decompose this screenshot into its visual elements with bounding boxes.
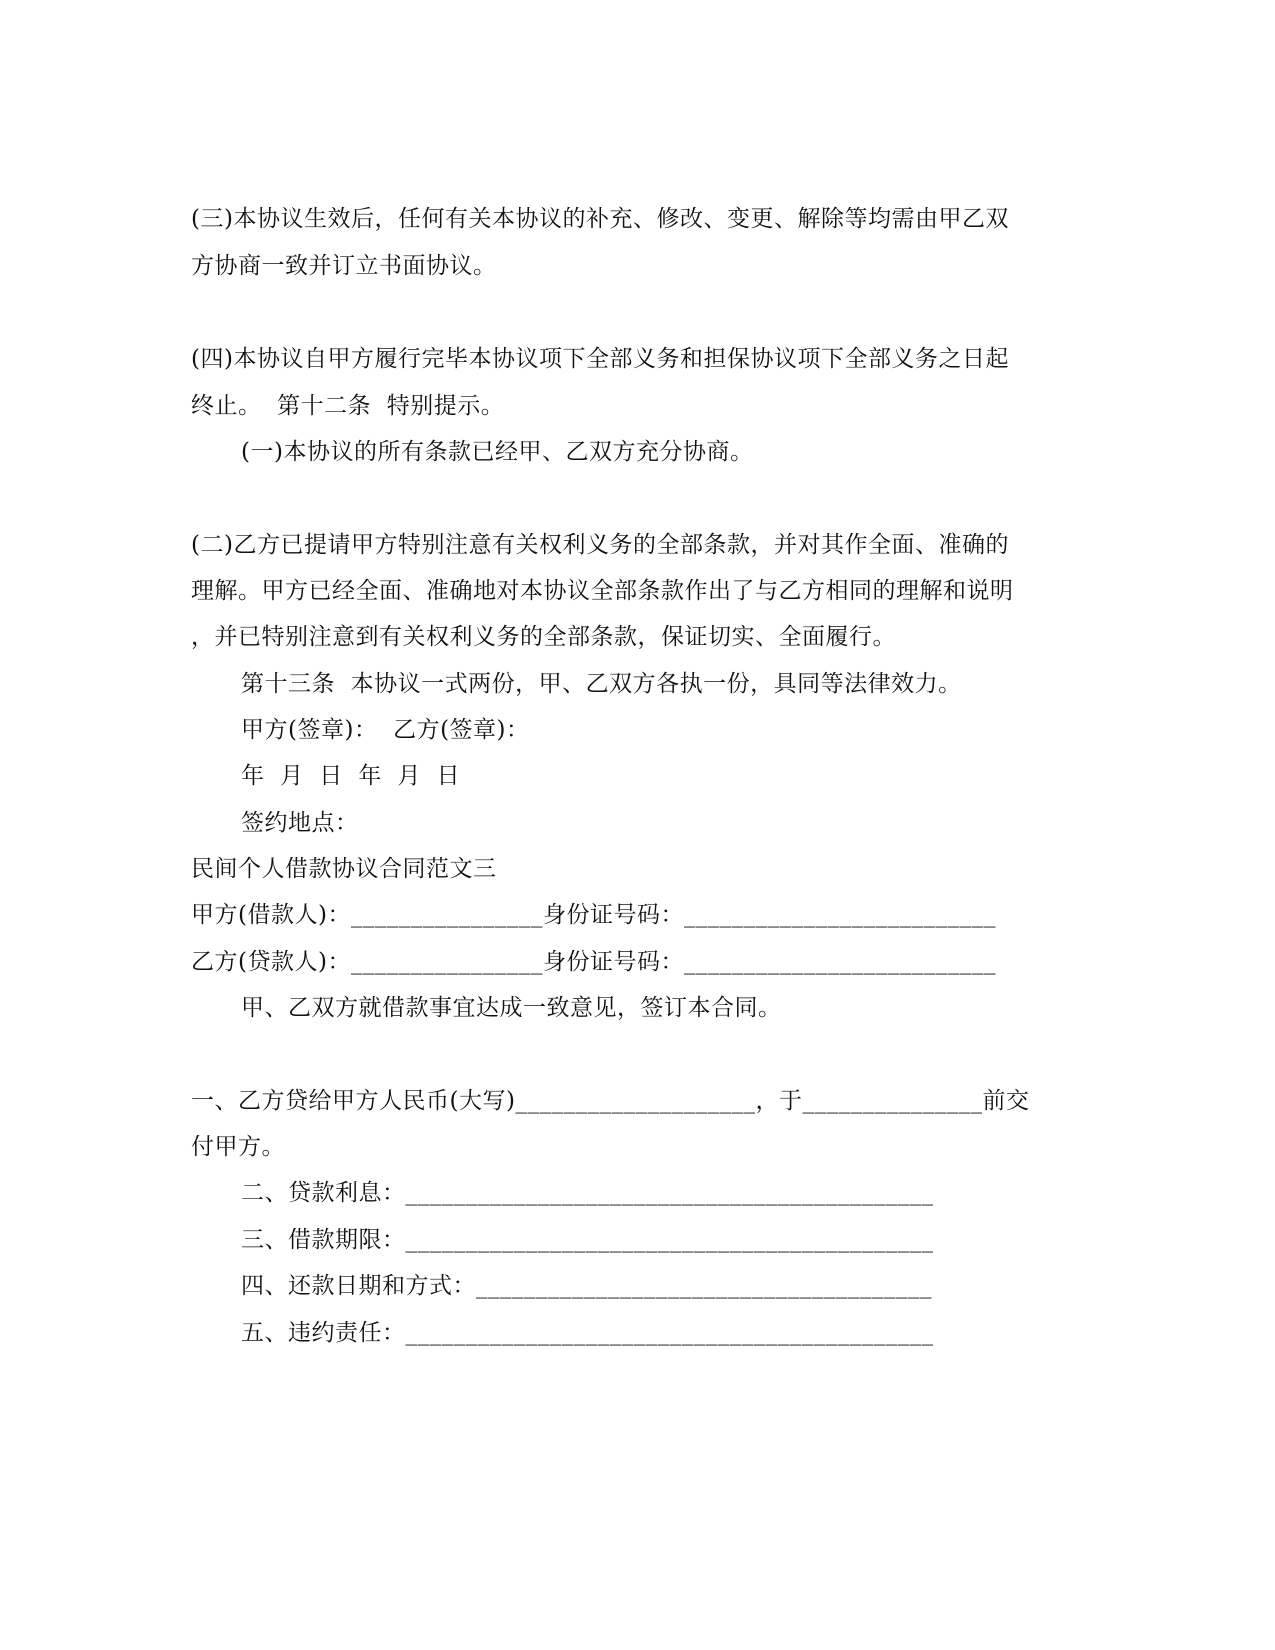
signature-line: 甲方(签章)： 乙方(签章)： bbox=[241, 717, 530, 743]
lender-field: 乙方(贷款人)：________________身份证号码：__________________________ bbox=[191, 949, 996, 975]
clause-3-line-2: 方协商一致并订立书面协议。 bbox=[191, 253, 497, 279]
clause-3-line-1: (三)本协议生效后，任何有关本协议的补充、修改、变更、解除等均需由甲乙双 bbox=[191, 206, 1009, 232]
item-4-repayment: 四、还款日期和方式：______________________________________ bbox=[241, 1273, 932, 1299]
agreement-intro: 甲、乙双方就借款事宜达成一致意见，签订本合同。 bbox=[241, 995, 782, 1021]
special-note-2-line-2: 理解。甲方已经全面、准确地对本协议全部条款作出了与乙方相同的理解和说明 bbox=[191, 578, 1014, 604]
item-5-liability: 五、违约责任：____________________________________________ bbox=[241, 1320, 934, 1346]
item-3-term: 三、借款期限：____________________________________________ bbox=[241, 1227, 934, 1253]
signing-place: 签约地点： bbox=[241, 810, 359, 836]
article-13: 第十三条 本协议一式两份，甲、乙双方各执一份，具同等法律效力。 bbox=[241, 671, 962, 697]
special-note-2-line-1: (二)乙方已提请甲方特别注意有关权利义务的全部条款，并对其作全面、准确的 bbox=[191, 532, 1009, 558]
template-title: 民间个人借款协议合同范文三 bbox=[191, 856, 497, 882]
clause-4-line-1: (四)本协议自甲方履行完毕本协议项下全部义务和担保协议项下全部义务之日起 bbox=[191, 346, 1009, 372]
clause-4-line-2: 终止。 第十二条 特别提示。 bbox=[191, 393, 505, 419]
item-1-line-1: 一、乙方贷给甲方人民币(大写)____________________，于_______________前交 bbox=[191, 1088, 1030, 1114]
date-line: 年 月 日 年 月 日 bbox=[241, 763, 461, 789]
special-note-2-line-3: ，并已特别注意到有关权利义务的全部条款，保证切实、全面履行。 bbox=[191, 624, 896, 650]
borrower-field: 甲方(借款人)：________________身份证号码：__________________________ bbox=[191, 902, 996, 928]
special-note-1: (一)本协议的所有条款已经甲、乙双方充分协商。 bbox=[241, 439, 754, 465]
item-2-interest: 二、贷款利息：____________________________________________ bbox=[241, 1180, 934, 1206]
item-1-line-2: 付甲方。 bbox=[191, 1134, 285, 1160]
